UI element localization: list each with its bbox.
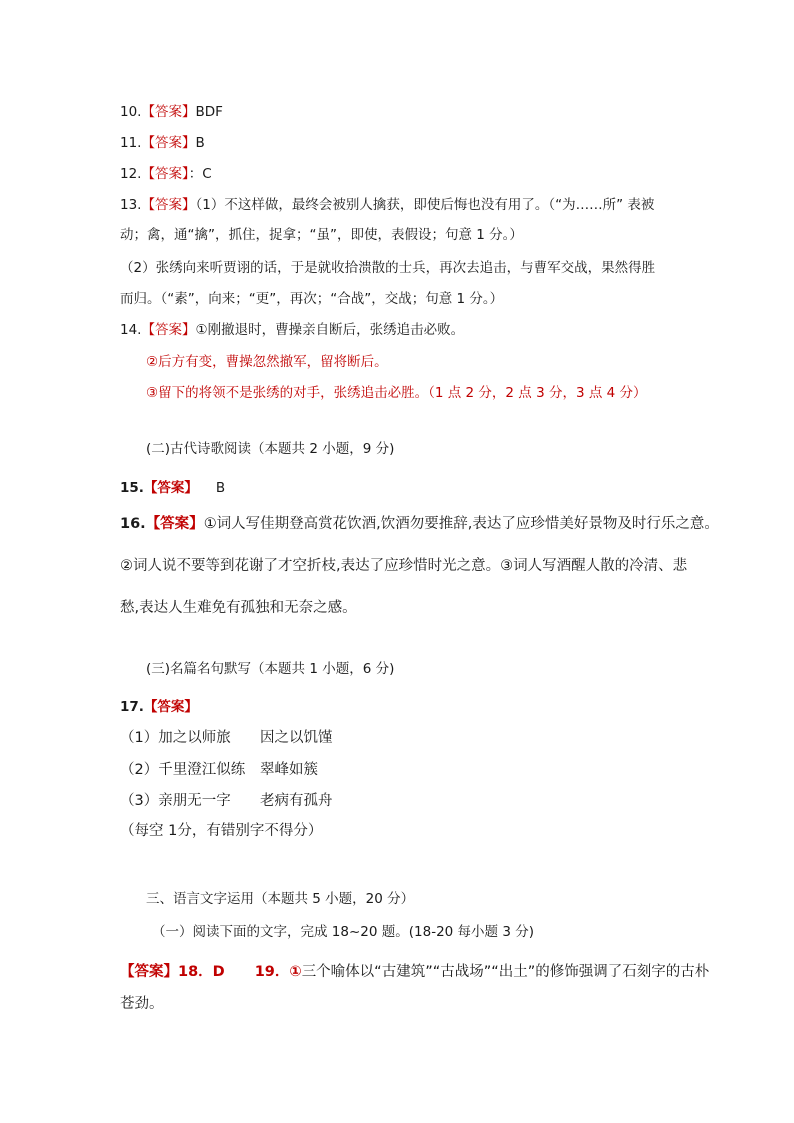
answer-q16-line3: 愁,表达人生难免有孤独和无奈之感。 xyxy=(120,600,357,616)
answer-tag: 【答案】 xyxy=(141,322,196,338)
recite-row-3: （3）亲朋无一字 老病有孤舟 xyxy=(120,793,333,809)
recite-row-1: （1）加之以师旅 因之以饥馑 xyxy=(120,730,333,746)
answer-q16-line1: 16.【答案】①词人写佳期登高赏花饮酒,饮酒勿要推辞,表达了应珍惜美好景物及时行乐之意。 xyxy=(120,516,719,532)
section-heading-poetry: (二)古代诗歌阅读（本题共 2 小题，9 分) xyxy=(146,441,395,457)
answer-tag: 【答案】 xyxy=(141,135,196,151)
recite-row-2: （2）千里澄江似练 翠峰如簇 xyxy=(120,762,318,778)
answer-q13-line1: 13.【答案】（1）不这样做，最终会被别人擒获，即使后悔也没有用了。（“为……所” 表被 xyxy=(120,197,655,213)
answer-q15: 15.【答案】 B xyxy=(120,480,226,496)
section-subheading: （一）阅读下面的文字，完成 18~20 题。(18-20 每小题 3 分) xyxy=(152,924,534,940)
answer-q11: 11.【答案】B xyxy=(120,135,205,151)
answer-q14-line3: ③留下的将领不是张绣的对手，张绣追击必胜。（1 点 2 分，2 点 3 分，3 点 4 分） xyxy=(146,385,647,401)
recite-note: （每空 1分，有错别字不得分） xyxy=(120,823,323,839)
answer-q14-line2: ②后方有变，曹操忽然撤军，留将断后。 xyxy=(146,354,388,370)
answer-q16-line2: ②词人说不要等到花谢了才空折枝,表达了应珍惜时光之意。③词人写酒醒人散的冷清、悲 xyxy=(120,558,688,574)
answer-q12: 12.【答案】：C xyxy=(120,166,212,182)
answer-q10: 10.【答案】BDF xyxy=(120,104,223,120)
section-heading-recite: (三)名篇名句默写（本题共 1 小题，6 分) xyxy=(146,661,395,677)
answer-q19-cont: 苍劲。 xyxy=(120,996,164,1012)
answer-tag: 【答案】 xyxy=(141,166,189,182)
answer-tag: 【答案】 xyxy=(143,699,198,715)
answer-q18-q19: 【答案】18．D 19．①三个喻体以“古建筑”“古战场”“出土”的修饰强调了石刻字的古朴 xyxy=(120,964,710,980)
answer-tag: 【答案】 xyxy=(141,197,196,213)
answer-q13-line2: 动；禽，通“擒”，抓住，捉拿；“虽”，即使，表假设；句意 1 分。） xyxy=(120,227,523,243)
answer-tag: 【答案】 xyxy=(143,480,198,496)
answer-q13-line4: 而归。（“素”，向来；“更”，再次；“合战”，交战；句意 1 分。） xyxy=(120,291,504,307)
answer-tag: 【答案】 xyxy=(120,964,178,980)
answer-q14-line1: 14.【答案】①刚撤退时，曹操亲自断后，张绣追击必败。 xyxy=(120,322,465,338)
section-heading-language: 三、语言文字运用（本题共 5 小题，20 分） xyxy=(146,891,415,907)
answer-tag: 【答案】 xyxy=(141,104,196,120)
answer-tag: 【答案】 xyxy=(145,516,204,532)
answer-q17: 17.【答案】 xyxy=(120,699,198,715)
answer-q13-line3: （2）张绣向来听贾诩的话，于是就收拾溃散的士兵，再次去追击，与曹军交战，果然得胜 xyxy=(120,260,656,276)
